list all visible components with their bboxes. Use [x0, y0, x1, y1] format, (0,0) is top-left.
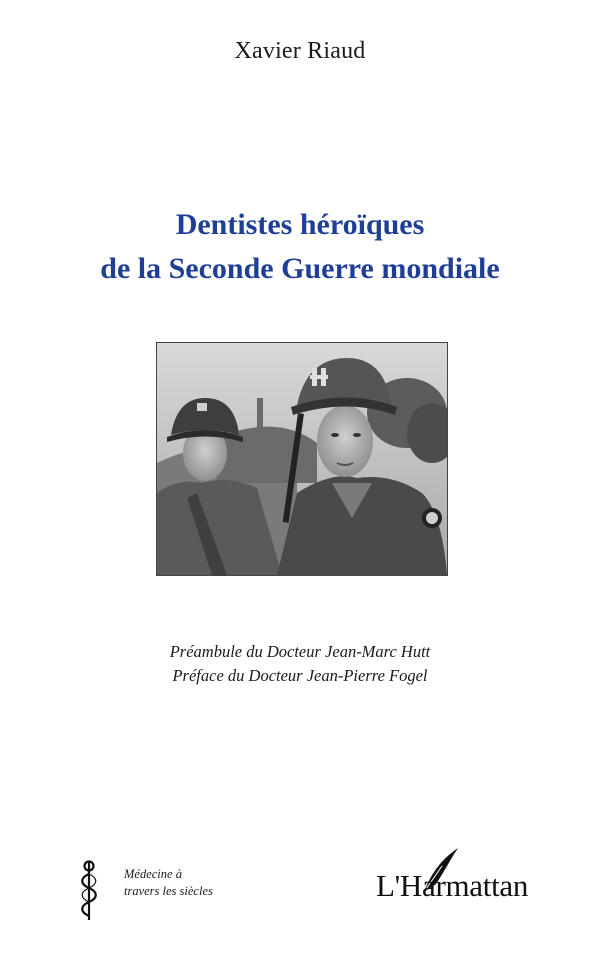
series-line-1: Médecine à [124, 867, 182, 881]
title-line-1: Dentistes héroïques [175, 208, 425, 241]
series-block [76, 860, 213, 922]
publisher-logo [376, 846, 556, 906]
series-name [124, 866, 213, 900]
title-line-2: de la Seconde Guerre mondiale [100, 252, 500, 285]
credits [0, 640, 600, 688]
cover-photo [156, 342, 448, 576]
author-name: Xavier Riaud [234, 38, 366, 64]
book-title [0, 203, 600, 291]
preamble-credit: Préambule du Docteur Jean-Marc Hutt [169, 642, 431, 661]
publisher-name: L'Harmattan [376, 868, 529, 903]
soldiers-photo-illustration [157, 343, 447, 575]
caduceus-icon [76, 860, 102, 922]
series-line-2: travers les siècles [124, 884, 213, 898]
preface-credit: Préface du Docteur Jean-Pierre Fogel [172, 666, 428, 685]
